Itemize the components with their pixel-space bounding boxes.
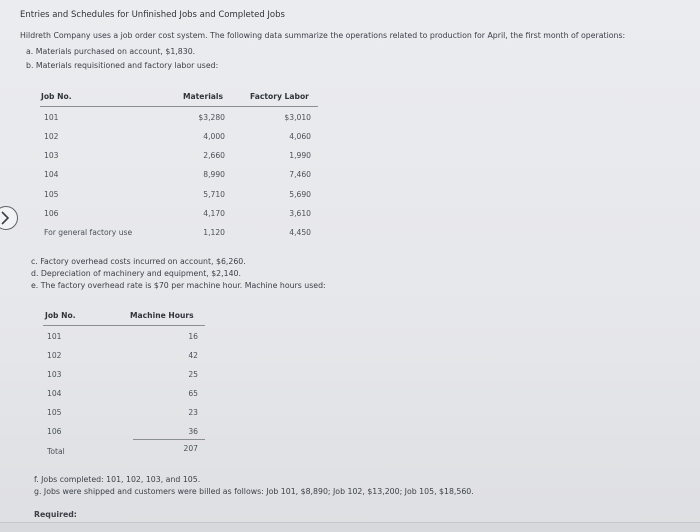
col-header-job: Job No. (41, 92, 72, 101)
table-row-labor: 4,060 (289, 132, 311, 141)
table-row-job: 103 (44, 151, 59, 160)
table-row-job: 101 (44, 113, 59, 122)
item-e: e. The factory overhead rate is $70 per machine hour. Machine hours used: (31, 281, 326, 290)
table-row-materials: 4,000 (203, 132, 225, 141)
item-g: g. Jobs were shipped and customers were billed as follows: Job 101, $8,890; Job 102, $13,200; Job 105, $18,560. (34, 487, 474, 496)
table-row-labor: 1,990 (289, 151, 311, 160)
table-row-job: 102 (47, 351, 62, 360)
table-row-labor: $3,010 (284, 113, 311, 122)
table-row-materials: $3,280 (198, 113, 225, 122)
item-d: d. Depreciation of machinery and equipment, $2,140. (31, 269, 241, 278)
table-row-labor: 5,690 (289, 190, 311, 199)
total-label: Total (47, 447, 65, 456)
table-row-materials: 1,120 (203, 228, 225, 237)
total-divider (133, 439, 205, 440)
header-divider (43, 325, 205, 326)
table-row-job: 104 (47, 389, 62, 398)
page-title: Entries and Schedules for Unfinished Jobs and Completed Jobs (20, 10, 285, 20)
table-row-hours: 23 (188, 408, 198, 417)
table-row-labor: 7,460 (289, 170, 311, 179)
table-row-job: For general factory use (44, 228, 133, 237)
table-row-materials: 4,170 (203, 209, 225, 218)
table-row-hours: 65 (188, 389, 198, 398)
item-f: f. Jobs completed: 101, 102, 103, and 105. (34, 475, 201, 484)
table-row-labor: 3,610 (289, 209, 311, 218)
table-row-materials: 8,990 (203, 170, 225, 179)
table-row-hours: 16 (188, 332, 198, 341)
total-hours: 207 (183, 444, 198, 453)
item-a: a. Materials purchased on account, $1,830. (26, 47, 196, 56)
table-row-hours: 25 (188, 370, 198, 379)
col-header-job: Job No. (45, 311, 76, 320)
table-row-materials: 5,710 (203, 190, 225, 199)
bottom-scrollbar[interactable] (0, 522, 700, 532)
item-c: c. Factory overhead costs incurred on account, $6,260. (31, 257, 246, 266)
table-row-job: 105 (47, 408, 62, 417)
intro-text: Hildreth Company uses a job order cost system. The following data summarize the operations related to production for April, the first month of operations: (20, 31, 626, 40)
table-row-hours: 42 (188, 351, 198, 360)
header-divider (40, 106, 318, 107)
chevron-right-icon (0, 211, 10, 225)
table-row-labor: 4,450 (289, 228, 311, 237)
col-header-factory-labor: Factory Labor (250, 92, 309, 101)
table-row-hours: 36 (188, 427, 198, 436)
table-row-materials: 2,660 (203, 151, 225, 160)
table-row-job: 101 (47, 332, 62, 341)
table-row-job: 104 (44, 170, 59, 179)
table-row-job: 102 (44, 132, 59, 141)
table-row-job: 105 (44, 190, 59, 199)
next-page-button[interactable] (0, 206, 18, 230)
col-header-machine-hours: Machine Hours (130, 311, 194, 320)
col-header-materials: Materials (183, 92, 224, 101)
required-heading: Required: (34, 510, 77, 519)
table-row-job: 106 (47, 427, 62, 436)
table-row-job: 106 (44, 209, 59, 218)
item-b: b. Materials requisitioned and factory labor used: (26, 61, 219, 70)
table-row-job: 103 (47, 370, 62, 379)
